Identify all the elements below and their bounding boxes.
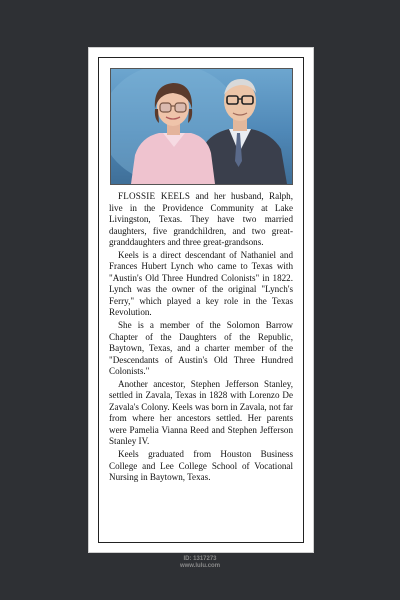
- bio-paragraph-2: Keels is a direct descendant of Nathaniel and Frances Hubert Lynch who came to Texas with "Austin's Old Three Hundred Colonists" in 1822. Lynch was the owner of the original "Lynch's Ferry," which played a key role in the Texas Revolution.: [109, 249, 293, 318]
- bio-paragraph-1-body: and her husband, Ralph, live in the Providence Community at Lake Livingston, Texas. They have two married daughters, five grandchildren, and two great-granddaughters and three great-grandsons.: [109, 191, 293, 248]
- publisher-url: www.lulu.com: [179, 563, 221, 569]
- bio-text: [109, 191, 293, 484]
- bio-frame: [98, 57, 304, 543]
- book-back-cover: [88, 47, 314, 553]
- bio-paragraph-4: Another ancestor, Stephen Jefferson Stanley, settled in Zavala, Texas in 1828 with Lorenzo De Zavala's Colony. Keels was born in Zavala, not far from where her ancestors settled. Her parents were Pamelia Vianna Reed and Stephen Jefferson Stanley IV.: [109, 378, 293, 447]
- author-photo: [110, 68, 293, 185]
- couple-portrait-illustration: [111, 69, 292, 184]
- bio-paragraph-3: She is a member of the Solomon Barrow Chapter of the Daughters of the Republic, Baytown, Texas, and a charter member of the "Descendants of Austin's Old Three Hundred Colonists.": [109, 320, 293, 377]
- bio-paragraph-5: Keels graduated from Houston Business College and Lee College School of Vocational Nursing in Baytown, Texas.: [109, 449, 293, 483]
- subject-name: FLOSSIE KEELS: [118, 191, 191, 201]
- publisher-id: ID: 1317273: [183, 556, 217, 562]
- bio-paragraph-1: [109, 191, 293, 249]
